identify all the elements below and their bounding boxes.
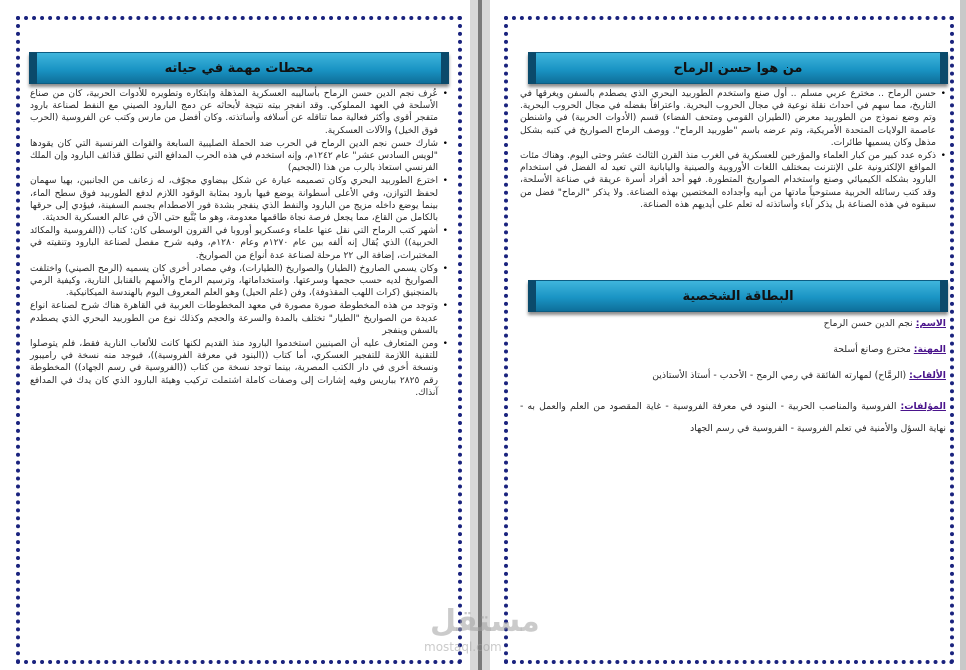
card-field-titles: الألقاب: (الرمَّاح) لمهارته الفائقة في رمي الرمح - الأحدب - أستاذ الأستاذين xyxy=(652,370,946,381)
watermark-logo: مستقل xyxy=(430,604,540,639)
right-section-title: من هوا حسن الرماح xyxy=(673,60,803,76)
left-paragraph: • اخترع الطوربيد البحري وكان تصميمه عبارة عن شكل بيضاوي مجوّف، له زعانف من الجانبين، بهيا سهمان لحفظ التوازن، وفي الأعلى أسطوانة يوضع فيها بارود بمثابة الوقود اللازم لدفع الطوربيد فوق سطح الماء، بينما يوضع داخله مزيج من البارود والنفط الذي ينفجر بشدة فور الاصطدام بجسم السفينة، فيؤدي إلى حرقها بالكامل من القاع، مما يجعل فرصة نجاة طاقمها معدومة، وهو ما يُتَّبع حتى الآن في عالم العسكرية الحديثة. xyxy=(30,176,448,224)
right-paragraph: • ذكره عدد كبير من كبار العلماء والمؤرخين للعسكرية في الغرب منذ القرن الثالث عشر وحتى اليوم. وهناك مئات المواقع الإلكترونية على الإنترنت بمختلف اللغات الأوروبية والصينية واليابانية التي تعيد له الفضل في استخدام البارود بشكله الكيميائي وصنع واستخدام الصواريخ المتطورة. فهو أحد أفراد أسرة عريقة في صناعة الأسلحة، وقد كتب رسائله الحربية مستوحياً مادتها من أبيه وأجداده المختصين بهذه الصناعة. ولا يذكر "الرماح" فضل من سبقوه في هذه الصناعة بل يذكر آباء وأساتذته له تعلم على أيديهم هذه الصناعة. xyxy=(520,151,946,210)
left-paragraph: • شارك حسن نجم الدين الرماح في الحرب ضد الحملة الصليبية السابعة والقوات الفرنسية التي كان يقودها "لويس السادس عشر" عام ١٢٤٢م، وإنه استخدم في هذه الحرب المدافع التي تطلق قذائف البارود وإن الملك الفرنسي استعاذ بالرب من هذا (الجحيم) xyxy=(30,138,448,174)
left-page xyxy=(0,0,470,670)
left-paragraph: • ومن المتعارف عليه أن الصينيين استخدموا البارود منذ القديم لكنها كانت للألعاب النارية فقط، فلم يتوصلوا للتقنية اللازمة للتفجير العسكري، أما كتاب ((البنود في معرفة الفروسية))، فيوجد منه نسخة في راميبور ونسخة أخرى في دار الكتب المصرية، بينما توجد نسخة من كتاب ((الفروسية في رسم الجهاد)) المخطوطة رقم ٢٨٢٥ بباريس وفيه إشارات إلى وصفات كاملة اشتملت تركيب وهيئة البارود الذي كان يدك في المدافع آنذاك. xyxy=(30,339,448,398)
watermark-url: mostaql.com xyxy=(424,640,502,654)
bullet-icon: • xyxy=(442,138,448,149)
page-divider xyxy=(478,0,482,670)
left-paragraph: • أشهر كتب الرماح التي نقل عنها علماء وعسكريو أوروبا في القرون الوسطى كان: كتاب ((الفروسية والمكائد الحربية)) الذي يُقال إنه ألفه بين عام ١٢٧٠م وعام ١٢٨٠م، وفيه شرح مفصل لصناعة البارود وتنقيته في المختبرات، إضافة الى ٢٢ مرحلة لصناعة عدة أنواع من الصواريخ. xyxy=(30,226,448,261)
bullet-icon: • xyxy=(940,89,946,99)
left-section-title: محطات مهمة في حياته xyxy=(164,60,314,76)
left-paragraph: • وكان يسمي الصاروخ (الطيار) والصواريخ (الطيارات)، وفي مصادر أخرى كان يسميه (الرمح الصيني) واختلفت الصواريخ لديه حسب حجمها وسرعتها. واستخداماتها، وترسيم الرماح والأسهم بالقنابل النارية، وكيفية الرمي بالمنجنيق (كرات اللهب المقذوفة)، وفن (علم الحيل) وهو العلم المعروف اليوم بالهندسة الميكانيكية. xyxy=(30,263,448,299)
bullet-icon: • xyxy=(442,263,448,274)
left-paragraph: • عُرف نجم الدين حسن الرماح بأساليبه العسكرية المذهلة وابتكاره وتطويره للأدوات الحربية، كان من صناع الأسلحة في العهد المملوكي. وقد انفجر بيته نتيجة لأبحاثه عن دمج البارود الصيني مع النفط لصناعة بارود متفجر أقوى وأكثر فعالية مما تناقله عن أسلافه وأساتذته. وكان أفضل من مارس وكتب عن الفروسية (الحرب فوق الخيل) والآلات العسكرية. xyxy=(30,89,448,136)
bullet-icon: • xyxy=(442,301,448,312)
left-body xyxy=(30,88,448,400)
left-paragraph: • وتوجد من هذه المخطوطة صورة مصورة في معهد المخطوطات العربية في القاهرة هناك شرح لصناعة انواع عديدة من الصواريخ "الطيار" تختلف بالمدة والسرعة والحجم وكذلك نوع من الطوربيد البحري الذي يصطدم بالسفن وينفجر xyxy=(30,301,448,336)
card-field-profession: المهنة: مخترع وصانع أسلحة xyxy=(833,344,946,355)
right-paragraph: • حسن الرماح .. مخترع عربي مسلم .. أول صنع واستخدم الطوربيد البحري الذي يصطدم بالسفن ويغرقها في التاريخ، مما سهم في احداث نقلة نوعية في مجال الحروب البحرية. واعترافاً بفضله في مجال الحروب البحرية. وتم وضع نموذج من الطوربيد معرض (الطيران القومي ومتحف الفضاء) قسم (الأدوات الحربية) في واشنطن عاصمة الولايات المتحدة الأمريكية، وتم عرضه باسم "طوربيد الرماح". ووصف الرماح الصواريخ في كتبه بشكل مذهل وكان يسميها طائرات. xyxy=(520,89,946,148)
left-section-banner xyxy=(29,52,449,84)
bullet-icon: • xyxy=(940,151,946,162)
bullet-icon: • xyxy=(442,89,448,99)
bullet-icon: • xyxy=(442,226,448,237)
right-body xyxy=(520,88,946,212)
card-field-name: الاسم: نجم الدين حسن الرماح xyxy=(823,318,946,329)
card-title: البطاقة الشخصية xyxy=(682,288,794,304)
bullet-icon: • xyxy=(442,176,448,187)
right-page xyxy=(490,0,960,670)
bullet-icon: • xyxy=(442,339,448,350)
personal-card xyxy=(520,318,946,454)
card-banner xyxy=(528,280,948,312)
right-section-banner xyxy=(528,52,948,84)
card-field-works: المؤلفات: الفروسية والمناصب الحربية - البنود في معرفة الفروسية - غاية المقصود من العلم والعمل به - نهاية السؤل والأمنية في تعلم الفروسية - الفروسية في رسم الجهاد xyxy=(520,401,946,434)
